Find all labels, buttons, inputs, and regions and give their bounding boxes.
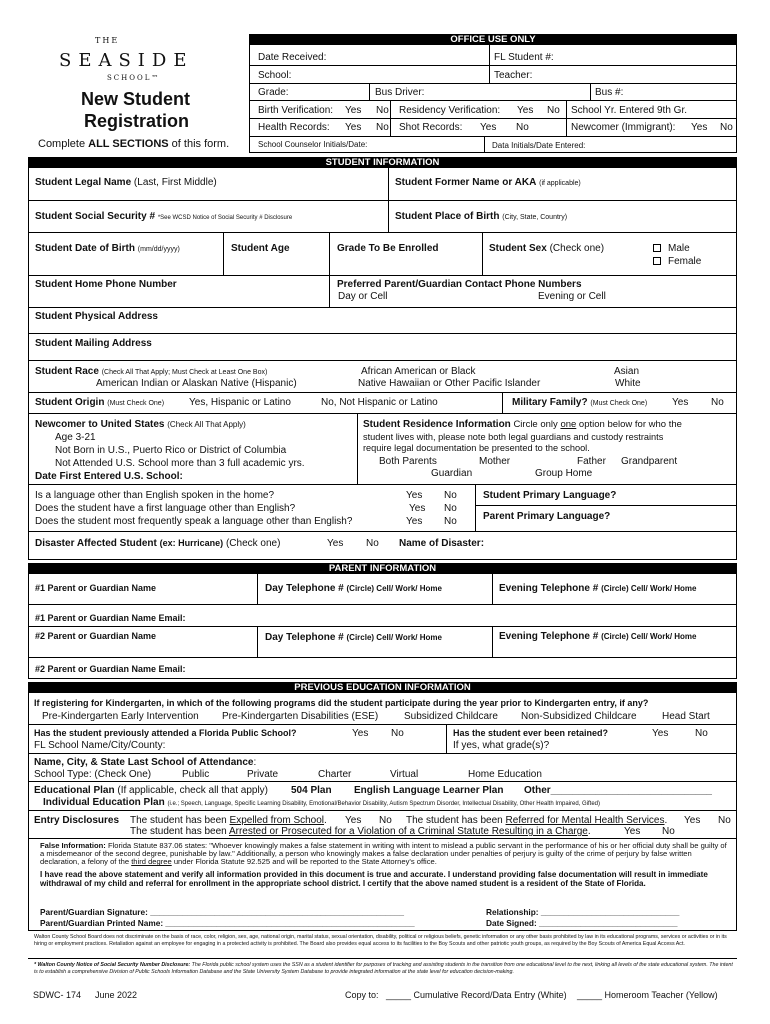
teacher-label: Teacher: <box>494 70 533 81</box>
physical-address-label: Student Physical Address <box>35 311 158 322</box>
arrested-yes[interactable]: Yes <box>624 826 641 837</box>
newcomer-no[interactable]: No <box>720 122 733 133</box>
type-virtual[interactable]: Virtual <box>390 769 419 780</box>
race-white[interactable]: White <box>615 378 641 389</box>
military-family-label: Military Family? (Must Check One) <box>512 397 648 408</box>
k-head-start[interactable]: Head Start <box>662 711 710 722</box>
plan-504[interactable]: 504 Plan <box>291 785 332 796</box>
school-year-9th-label: School Yr. Entered 9th Gr. <box>571 105 687 116</box>
disclosure-referred: The student has been Referred for Mental Health Services. <box>406 815 668 826</box>
residence-group-home[interactable]: Group Home <box>535 468 593 479</box>
lang-q1-no[interactable]: No <box>444 490 457 501</box>
female-checkbox[interactable] <box>653 257 661 265</box>
arrested-no[interactable]: No <box>662 826 675 837</box>
form-number: SDWC- 174 <box>33 990 82 1000</box>
lang-q3-yes[interactable]: Yes <box>406 516 423 527</box>
k-pre-k-early-intervention[interactable]: Pre-Kindergarten Early Intervention <box>42 711 199 722</box>
birthplace-label: Student Place of Birth (City, State, Country) <box>395 211 568 222</box>
sex-label: Student Sex (Check one) <box>489 243 605 254</box>
race-african-american[interactable]: African American or Black <box>361 366 476 377</box>
parent1-name-label: #1 Parent or Guardian Name <box>35 583 157 593</box>
lang-question-2: Does the student have a first language other than English? <box>35 503 296 514</box>
type-private[interactable]: Private <box>247 769 279 780</box>
type-home-education[interactable]: Home Education <box>468 769 542 780</box>
parent2-evening-phone-label: Evening Telephone # (Circle) Cell/ Work/ Home <box>499 631 697 642</box>
shot-no[interactable]: No <box>516 122 529 133</box>
disaster-no[interactable]: No <box>366 538 379 549</box>
dob-label: Student Date of Birth (mm/dd/yyyy) <box>35 243 180 254</box>
retained-yes[interactable]: Yes <box>652 728 669 739</box>
sex-female-option[interactable]: Female <box>653 256 701 267</box>
false-information-statement: False Information: Florida Statute 837.06 states: "Whoever knowingly makes a false statement in writing with intent to mislead a public servant in the performance of his or her official duty shall be guilty of a misdemeanor of the second degree, punishable by law." Additionally, a person who knowingly makes a false declaration under penalties of perjury is guilty of the crime of perjury by false written declaration, a felony of the third degree under Florida Statute 92.525 and will be reported to the State Attorney's office. <box>40 841 727 867</box>
fl-student-label: FL Student #: <box>494 52 554 63</box>
lang-question-3: Does the student most frequently speak a language other than English? <box>35 516 353 527</box>
parent-info-banner: PARENT INFORMATION <box>28 563 737 574</box>
residency-yes[interactable]: Yes <box>517 105 534 116</box>
military-yes[interactable]: Yes <box>672 397 689 408</box>
day-or-cell-label: Day or Cell <box>338 291 388 302</box>
mailing-address-label: Student Mailing Address <box>35 338 152 349</box>
disaster-name-label: Name of Disaster: <box>399 538 485 549</box>
logo-seaside: SEASIDE <box>59 50 194 71</box>
parent2-email-label: #2 Parent or Guardian Name Email: <box>35 664 186 674</box>
type-charter[interactable]: Charter <box>318 769 352 780</box>
health-yes[interactable]: Yes <box>345 122 362 133</box>
form-title-line2: Registration <box>84 111 190 131</box>
relationship-line[interactable]: ______________________________ <box>540 907 680 917</box>
newcomer-label: Newcomer to United States (Check All That Apply) <box>35 419 246 430</box>
k-pre-k-disabilities[interactable]: Pre-Kindergarten Disabilities (ESE) <box>222 711 379 722</box>
home-phone-label: Student Home Phone Number <box>35 279 177 290</box>
fl-public-school-question: Has the student previously attended a Florida Public School? <box>34 728 297 738</box>
shot-yes[interactable]: Yes <box>480 122 497 133</box>
fl-public-yes[interactable]: Yes <box>352 728 369 739</box>
parent-signature-label: Parent/Guardian Signature: _______________________________________________________ <box>40 907 404 917</box>
date-first-us-school-label: Date First Entered U.S. School: <box>35 471 183 482</box>
residence-note-line3: require legal documentation be presented to the school. <box>363 443 590 453</box>
copy-homeroom-teacher: _____ Homeroom Teacher (Yellow) <box>577 990 718 1000</box>
office-use-banner: OFFICE USE ONLY <box>249 34 737 45</box>
data-initials-label: Data Initials/Date Entered: <box>492 141 586 150</box>
expelled-no[interactable]: No <box>379 815 392 826</box>
residence-mother[interactable]: Mother <box>479 456 511 467</box>
plan-other[interactable]: Other_____________________________ <box>524 785 712 796</box>
newcomer-immigrant-label: Newcomer (Immigrant): <box>571 122 676 133</box>
grade-enrolled-label: Grade To Be Enrolled <box>337 243 439 254</box>
school-type-label: School Type: (Check One) <box>34 769 152 780</box>
date-signed-line[interactable]: ______________________________ <box>539 918 678 928</box>
logo-the: THE <box>95 36 120 45</box>
residence-both-parents[interactable]: Both Parents <box>379 456 437 467</box>
bus-driver-label: Bus Driver: <box>375 87 425 98</box>
lang-q2-no[interactable]: No <box>444 503 457 514</box>
birth-verif-yes[interactable]: Yes <box>345 105 362 116</box>
race-asian[interactable]: Asian <box>614 366 640 377</box>
office-school-label: School: <box>258 70 292 81</box>
lang-q1-yes[interactable]: Yes <box>406 490 423 501</box>
entry-disclosures-label: Entry Disclosures <box>34 815 120 826</box>
fl-public-no[interactable]: No <box>391 728 404 739</box>
lang-q3-no[interactable]: No <box>444 516 457 527</box>
logo-school: SCHOOL™ <box>107 74 161 82</box>
parent1-evening-phone-label: Evening Telephone # (Circle) Cell/ Work/ Home <box>499 583 697 594</box>
retained-grade-label: If yes, what grade(s)? <box>453 740 550 751</box>
residence-info-label: Student Residence Information Circle only one option below for who the <box>363 419 682 430</box>
educational-plan-label: Educational Plan (If applicable, check all that apply) <box>34 785 268 796</box>
certification-statement: I have read the above statement and verify all information provided in this document is true and accurate. I understand providing false documentation will result in immediate withdrawal of my child and referral for enrollment in the appropriate school district. I certify that the above named student is a resident of the State of Florida. <box>40 870 708 889</box>
age-label: Student Age <box>231 243 290 254</box>
k-subsidized-childcare[interactable]: Subsidized Childcare <box>404 711 498 722</box>
military-no[interactable]: No <box>711 397 724 408</box>
health-records-label: Health Records: <box>258 122 330 133</box>
parent2-day-phone-label: Day Telephone # (Circle) Cell/ Work/ Home <box>265 632 442 643</box>
office-grade-label: Grade: <box>258 87 289 98</box>
plan-ell[interactable]: English Language Learner Plan <box>354 785 504 796</box>
form-title-line1: New Student <box>81 89 191 109</box>
fl-school-name-label: FL School Name/City/County: <box>34 740 166 751</box>
date-received-label: Date Received: <box>258 52 327 63</box>
newcomer-not-born-us[interactable]: Not Born in U.S., Puerto Rico or District of Columbia <box>55 445 287 456</box>
origin-label: Student Origin (Must Check One) <box>35 397 165 408</box>
newcomer-yes[interactable]: Yes <box>691 122 708 133</box>
previous-education-banner: PREVIOUS EDUCATION INFORMATION <box>28 682 737 693</box>
primary-language-label: Student Primary Language? <box>483 490 617 501</box>
male-checkbox[interactable] <box>653 244 661 252</box>
nondiscrimination-notice: Walton County School Board does not discriminate on the basis of race, color, religion, sex, age, national origin, marital status, sexual orientation, disability, political or religious beliefs, genetic information or any other basis prohibited by law in its educational programs, services or activities or in its hiring or employment practices. Retaliation against an employee for engaging in a protected activity is prohibited. The Board also provides equal access to its facilities to the Boy Scouts and other patriotic youth groups, as required by the Boy Scouts of America Equal Access Act. <box>34 934 727 947</box>
former-name-label: Student Former Name or AKA (if applicable) <box>395 177 581 188</box>
sex-male-option[interactable]: Male <box>653 243 690 254</box>
residency-no[interactable]: No <box>547 105 560 116</box>
referred-yes[interactable]: Yes <box>684 815 701 826</box>
copy-cumulative-record: _____ Cumulative Record/Data Entry (White) <box>386 990 567 1000</box>
copy-to-label: Copy to: <box>345 990 379 1000</box>
residence-note-line2: student lives with, please note both legal guardians and custody restraints <box>363 432 664 442</box>
lang-q2-yes[interactable]: Yes <box>409 503 426 514</box>
evening-or-cell-label: Evening or Cell <box>538 291 606 302</box>
parent2-name-label: #2 Parent or Guardian Name <box>35 631 157 641</box>
residence-father[interactable]: Father <box>577 456 606 467</box>
kindergarten-question: If registering for Kindergarten, in which of the following programs did the student participate during the year prior to Kindergarten entry, if any? <box>34 698 649 708</box>
printed-name-line[interactable]: ______________________________________________________ <box>165 918 415 928</box>
relationship-label: Relationship: ______________________________ <box>486 907 680 917</box>
residence-grandparent[interactable]: Grandparent <box>621 456 678 467</box>
residence-guardian[interactable]: Guardian <box>431 468 473 479</box>
disaster-yes[interactable]: Yes <box>327 538 344 549</box>
preferred-phone-label: Preferred Parent/Guardian Contact Phone Numbers <box>337 279 582 290</box>
bus-number-label: Bus #: <box>595 87 624 98</box>
k-non-subsidized-childcare[interactable]: Non-Subsidized Childcare <box>521 711 637 722</box>
printed-name-label: Parent/Guardian Printed Name: ______________________________________________________ <box>40 918 415 928</box>
ssn-disclosure-notice: * Walton County Notice of Social Security Number Disclosure: The Florida public school system uses the SSN as a student identifier for purposes of tracking and assisting students in the transition from one educational level to the next, linking all levels of the state educational system. The intent is to establish a comprehensive Division of Public Schools Information Database and the State University System Database to provide integrated information at the state level for education decision-making. <box>34 962 733 975</box>
student-info-banner: STUDENT INFORMATION <box>28 157 737 168</box>
plan-iep[interactable]: Individual Education Plan (i.e.; Speech, Language, Specific Learning Disability, Emotional/Behavior Disability, Autism Spectrum Disorder, Intellectual Disability, Other Health Impaired, Gifted) <box>43 797 601 808</box>
parent-signature-line[interactable]: _______________________________________________________ <box>150 907 404 917</box>
race-label: Student Race (Check All That Apply; Must Check at Least One Box) <box>35 366 268 377</box>
shot-records-label: Shot Records: <box>399 122 463 133</box>
origin-hispanic-yes[interactable]: Yes, Hispanic or Latino <box>189 397 291 408</box>
legal-name-label: Student Legal Name (Last, First Middle) <box>35 177 217 188</box>
parent1-day-phone-label: Day Telephone # (Circle) Cell/ Work/ Home <box>265 583 442 594</box>
last-school-label: Name, City, & State Last School of Attendance: <box>34 757 257 768</box>
form-date: June 2022 <box>95 990 138 1000</box>
parent-language-label: Parent Primary Language? <box>483 511 611 522</box>
retained-question: Has the student ever been retained? <box>453 728 609 738</box>
birth-verification-label: Birth Verification: <box>258 105 334 116</box>
race-american-indian[interactable]: American Indian or Alaskan Native (Hispanic) <box>96 378 297 389</box>
newcomer-age[interactable]: Age 3-21 <box>55 432 96 443</box>
counselor-initials-label: School Counselor Initials/Date: <box>258 140 368 149</box>
date-signed-label: Date Signed: ______________________________ <box>486 918 678 928</box>
retained-no[interactable]: No <box>695 728 708 739</box>
disclosure-expelled: The student has been Expelled from School. <box>130 815 327 826</box>
origin-hispanic-no[interactable]: No, Not Hispanic or Latino <box>321 397 438 408</box>
residency-verification-label: Residency Verification: <box>399 105 501 116</box>
lang-question-1: Is a language other than English spoken in the home? <box>35 490 275 501</box>
type-public[interactable]: Public <box>182 769 210 780</box>
referred-no[interactable]: No <box>718 815 731 826</box>
disclosure-arrested: The student has been Arrested or Prosecuted for a Violation of a Criminal Statute Resulting in a Charge. <box>130 826 591 837</box>
parent1-email-label: #1 Parent or Guardian Name Email: <box>35 613 186 623</box>
birth-verif-no[interactable]: No <box>376 105 389 116</box>
health-no[interactable]: No <box>376 122 389 133</box>
race-native-hawaiian[interactable]: Native Hawaiian or Other Pacific Islander <box>358 378 541 389</box>
disaster-label: Disaster Affected Student (ex: Hurricane) (Check one) <box>35 538 281 549</box>
expelled-yes[interactable]: Yes <box>345 815 362 826</box>
complete-instruction: Complete ALL SECTIONS of this form. <box>38 138 230 150</box>
newcomer-not-attended[interactable]: Not Attended U.S. School more than 3 full academic yrs. <box>55 458 305 469</box>
ssn-label: Student Social Security # *See WCSD Notice of Social Security # Disclosure <box>35 211 293 222</box>
